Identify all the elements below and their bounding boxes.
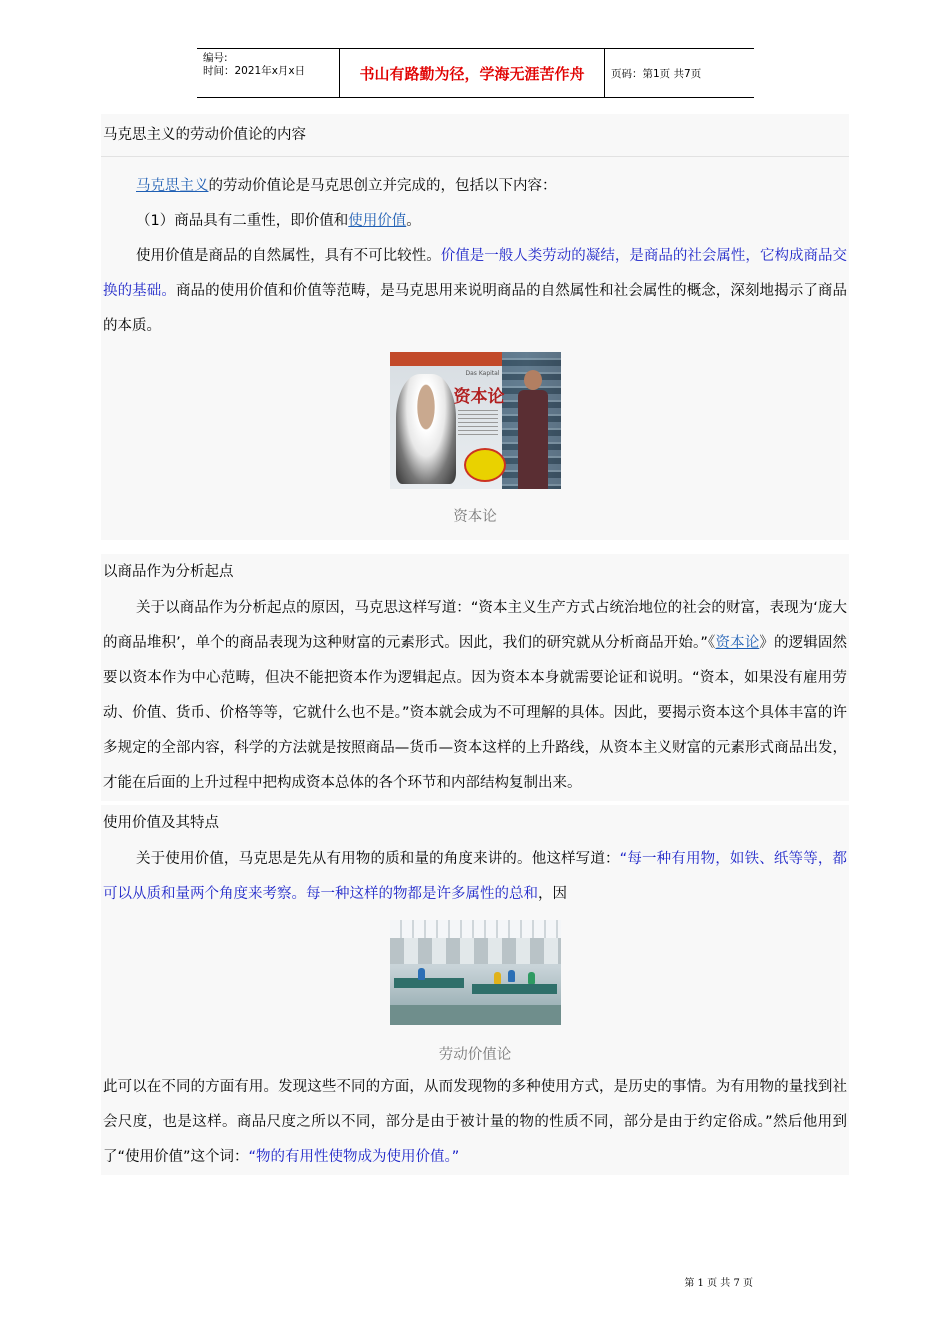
worker [508, 970, 515, 982]
worker [418, 968, 425, 980]
section3-part1: 关于使用价值，马克思是先从有用物的质和量的角度来讲的。他这样写道： [136, 851, 620, 867]
factory-wall [390, 938, 561, 964]
number-label: 编号: [203, 52, 228, 64]
factory-image [390, 920, 561, 1025]
capital-book-image [390, 352, 561, 489]
continued-paragraph [101, 1070, 849, 1175]
workbench [394, 978, 464, 988]
commodity-part1: 关于以商品作为分析起点的原因，马克思这样写道：“资本主义生产方式占统治地位的社会的财富，表现为‘庞大的商品堆积’，单个的商品表现为这种财富的元素形式。因此，我们的研究就从分析商品开始。”《 [103, 600, 847, 651]
header-meta [197, 49, 339, 97]
point1-text: （1）商品具有二重性，即价值和 [136, 213, 349, 229]
title-divider [101, 156, 849, 157]
factory-ceiling [390, 920, 561, 938]
article-block-1 [101, 114, 849, 540]
article-title: 马克思主义的劳动价值论的内容 [103, 127, 306, 143]
book-text-lines [458, 410, 498, 438]
continued-part1: 此可以在不同的方面有用。发现这些不同的方面，从而发现物的多种使用方式，是历史的事情。为有用物的量找到社会尺度，也是这样。商品尺度之所以不同，部分是由于被计量的物的性质不同，部分是由于约定俗成。”然后他用到了“使用价值”这个词： [103, 1079, 847, 1165]
workbench [472, 984, 557, 994]
worker [528, 972, 535, 984]
book-subtitle: Das Kapital [465, 370, 500, 377]
link-marxism[interactable]: 马克思主义 [136, 178, 209, 194]
reader-figure [518, 370, 548, 489]
intro-text: 的劳动价值论是马克思创立并完成的，包括以下内容： [208, 178, 557, 194]
figure-labor [101, 912, 849, 1070]
section-heading-use-value: 使用价值及其特点 [103, 815, 219, 831]
continued-emphasis: “物的有用性使物成为使用价值。” [248, 1149, 460, 1165]
book-band [390, 352, 502, 366]
commodity-part2: 》的逻辑固然要以资本作为中心范畴，但决不能把资本作为逻辑起点。因为资本本身就需要论证和说明。“资本，如果没有雇用劳动、价值、货币、价格等等，它就什么也不是。”资本就会成为不可理解的具体。因此，要揭示资本这个具体丰富的许多规定的全部内容，科学的方法就是按照商品—货币—资本这样的上升路线，从资本主义财富的元素形式商品出发，才能在后面的上升过程中把构成资本总体的各个环节和内部结构复制出来。 [103, 635, 848, 791]
point1-end: 。 [406, 213, 421, 229]
worker [494, 972, 501, 984]
section3-part2: ，因 [538, 886, 567, 902]
book-title: 资本论 [453, 387, 505, 407]
use-value-intro-paragraph [101, 842, 849, 912]
portrait [396, 374, 456, 484]
book-sticker [464, 448, 506, 482]
link-capital[interactable]: 资本论 [715, 635, 760, 651]
intro-paragraph [101, 169, 849, 204]
use-value-paragraph [101, 239, 849, 344]
article-block-2 [101, 554, 849, 801]
section3-emphasis: “每一种有用物，如铁、纸等等，都可以从质和量两个角度来考察。每一种这样的物都是许多属性的总和 [103, 851, 848, 902]
article-block-3 [101, 805, 849, 1175]
use-value-emphasis: 价值是一般人类劳动的凝结，是商品的社会属性，它构成商品交换的基础。 [103, 248, 847, 299]
commodity-paragraph [101, 591, 849, 801]
figure-caption-labor: 劳动价值论 [438, 1047, 512, 1063]
figure-caption-capital: 资本论 [453, 509, 497, 525]
factory-floor [390, 1005, 561, 1025]
header-motto: 书山有路勤为径，学海无涯苦作舟 [339, 49, 605, 97]
link-use-value[interactable]: 使用价值 [348, 213, 407, 229]
section-heading-commodity: 以商品作为分析起点 [103, 564, 234, 580]
document-header [197, 48, 754, 98]
use-value-part2: 商品的使用价值和价值等范畴，是马克思用来说明商品的自然属性和社会属性的概念，深刻地揭示了商品的本质。 [103, 283, 847, 334]
time-label: 时间：2021年x月x日 [203, 65, 306, 77]
use-value-part1: 使用价值是商品的自然属性，具有不可比较性。 [136, 248, 441, 264]
footer-page-number: 第 1 页 共 7 页 [684, 1278, 753, 1289]
figure-capital [101, 344, 849, 540]
article [101, 114, 849, 1175]
point1-paragraph [101, 204, 849, 239]
header-page-info: 页码：第1页 共7页 [611, 67, 702, 80]
